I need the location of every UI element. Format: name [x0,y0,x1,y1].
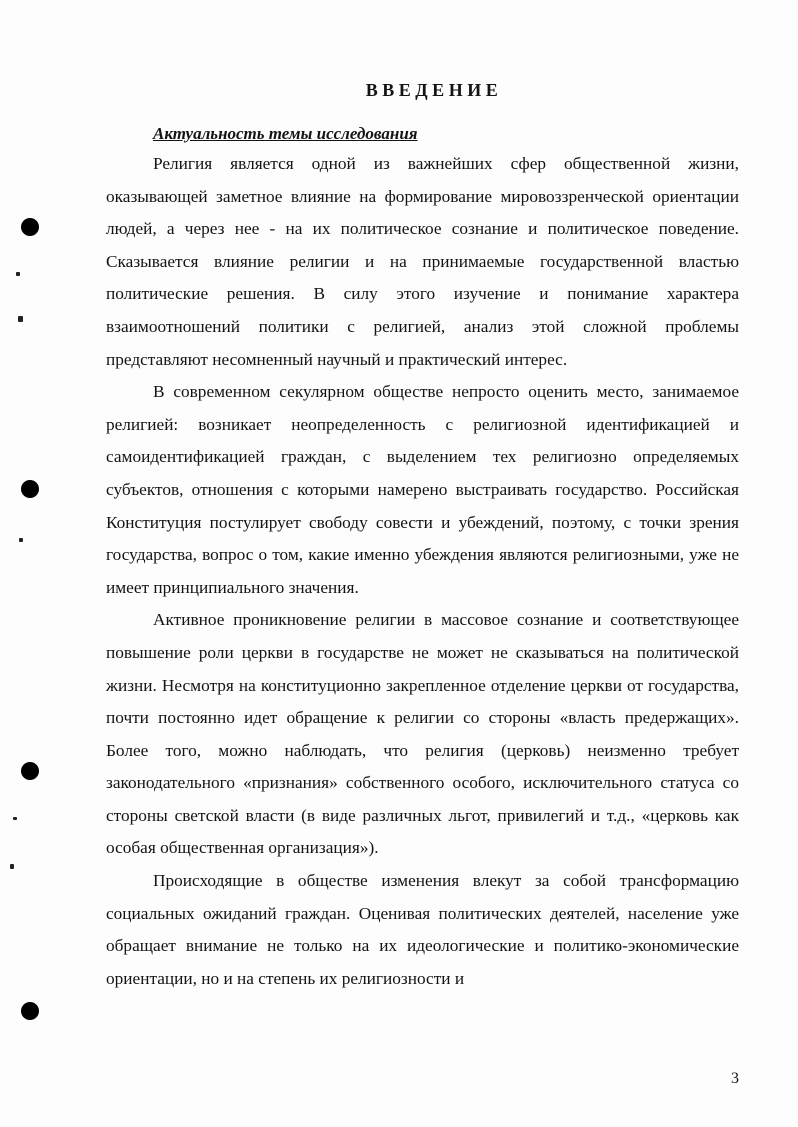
paragraph-4: Происходящие в обществе изменения влекут за собой трансформацию социальных ожиданий граждан. Оценивая политических деятелей, население уже обращает внимание не только на их идеологические и политико-экономические ориентации, но и на степень их религиозности и [106,871,739,988]
binder-hole-1 [21,218,39,236]
binder-hole-2 [21,480,39,498]
binder-hole-4 [21,1002,39,1020]
page-number: 3 [731,1070,739,1087]
paragraph-2: В современном секулярном обществе непросто оценить место, занимаемое религией: возникает неопределенность с религиозной идентификацией и самоидентификацией граждан, с выделением тех религиозно определяемых субъектов, отношения с которыми намерено выстраивать государство. Российская Конституция постулирует свободу совести и убеждений, поэтому, с точки зрения государства, вопрос о том, какие именно убеждения являются религиозными, уже не имеет принципиального значения. [106,382,739,597]
section-heading: Актуальность темы исследования [153,124,418,143]
scan-speck [10,864,14,869]
paragraph-3: Активное проникновение религии в массовое сознание и соответствующее повышение роли церкви в государстве не может не сказываться на политической жизни. Несмотря на конституционно закрепленное отделение церкви от государства, почти постоянно идет обращение к религии со стороны «власть предержащих». Более того, можно наблюдать, что религия (церковь) неизменно требует законодательного «признания» собственного особого, исключительного статуса со стороны светской власти (в виде различных льгот, привилегий и т.д., «церковь как особая общественная организация»). [106,610,739,858]
body-text [106,148,739,995]
binder-hole-3 [21,762,39,780]
scan-speck [13,817,17,820]
scan-speck [18,316,23,322]
page-title: ВВЕДЕНИЕ [365,80,503,100]
scan-speck [16,272,20,276]
scan-speck [19,538,23,542]
paragraph-1: Религия является одной из важнейших сфер общественной жизни, оказывающей заметное влияние на формирование мировоззренческой ориентации людей, а через нее - на их политическое сознание и политическое поведение. Сказывается влияние религии и на принимаемые государственной властью политические решения. В силу этого изучение и понимание характера взаимоотношений политики с религией, анализ этой сложной проблемы представляют несомненный научный и практический интерес. [106,154,739,369]
